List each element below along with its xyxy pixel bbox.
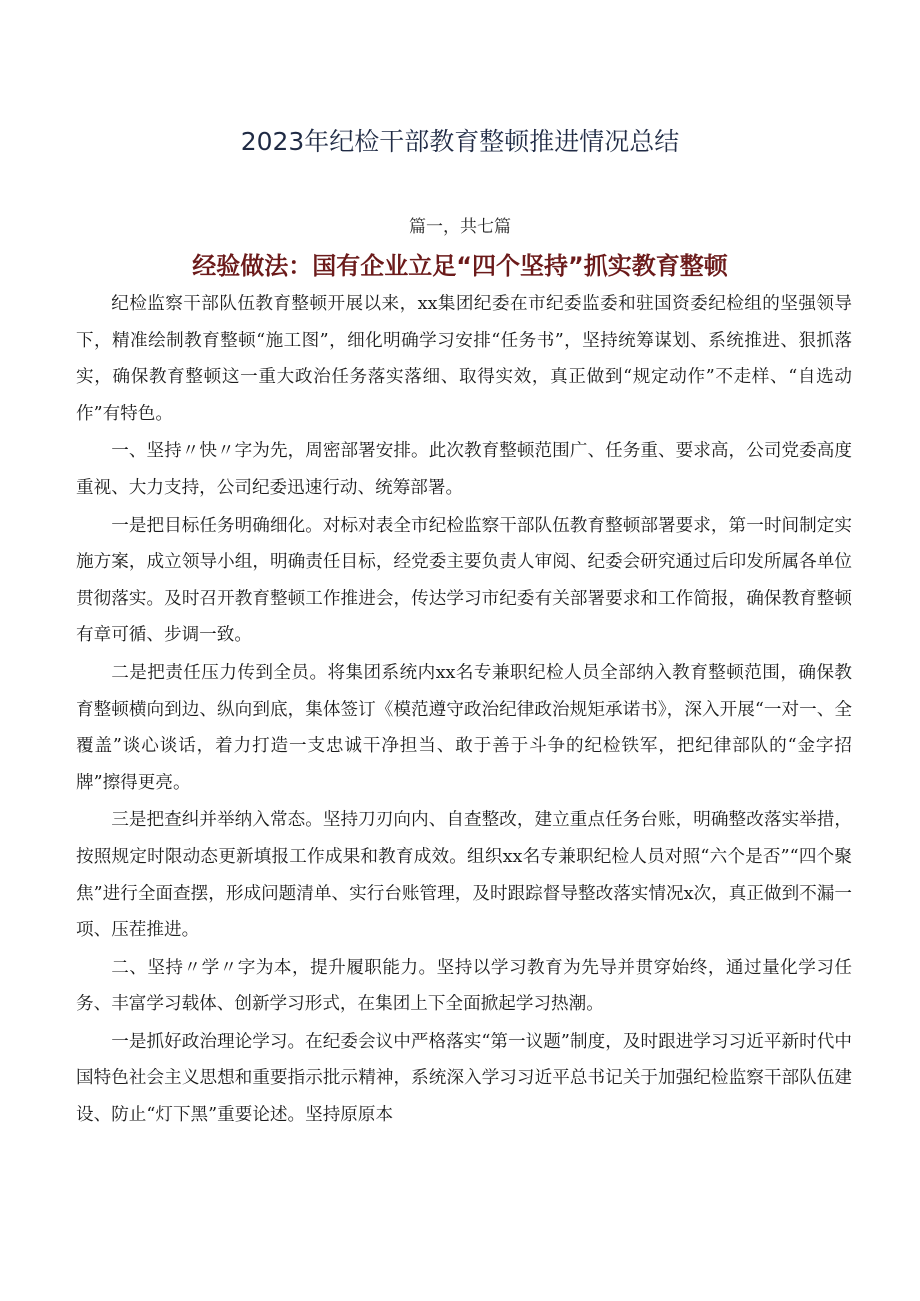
part-label: 篇一，共七篇 — [409, 217, 511, 237]
section-heading: 经验做法：国有企业立足“四个坚持”抓实教育整顿 — [192, 252, 728, 280]
paragraph-sub-1-2: 二是把责任压力传到全员。将集团系统内xx名专兼职纪检人员全部纳入教育整顿范围，确保教育整顿横向到边、纵向到底，集体签订《模范遵守政治纪律政治规矩承诺书》，深入开展“一对一、全覆盖”谈心谈话，着力打造一支忠诚干净担当、敢于善于斗争的纪检铁军，把纪律部队的“金字招牌”擦得更亮。 — [76, 662, 852, 793]
document-title: 2023年纪检干部教育整顿推进情况总结 — [240, 127, 680, 156]
paragraph-sub-2-1: 一是抓好政治理论学习。在纪委会议中严格落实“第一议题”制度，及时跟进学习习近平新时代中国特色社会主义思想和重要指示批示精神，系统深入学习习近平总书记关于加强纪检监察干部队伍建设、防止“灯下黑”重要论述。坚持原原本 — [76, 1031, 852, 1126]
paragraph-sub-1-1: 一是把目标任务明确细化。对标对表全市纪检监察干部队伍教育整顿部署要求，第一时间制定实施方案，成立领导小组，明确责任目标，经党委主要负责人审阅、纪委会研究通过后印发所属各单位贯彻落实。及时召开教育整顿工作推进会，传达学习市纪委有关部署要求和工作简报，确保教育整顿有章可循、步调一致。 — [76, 515, 852, 646]
paragraph-sub-1-3: 三是把查纠并举纳入常态。坚持刀刃向内、自查整改，建立重点任务台账，明确整改落实举措，按照规定时限动态更新填报工作成果和教育成效。组织xx名专兼职纪检人员对照“六个是否”“四个聚焦”进行全面查摆，形成问题清单、实行台账管理，及时跟踪督导整改落实情况x次，真正做到不漏一项、压茬推进。 — [76, 810, 852, 941]
paragraph-point-two: 二、坚持〃学〃字为本，提升履职能力。坚持以学习教育为先导并贯穿始终，通过量化学习任务、丰富学习载体、创新学习形式，在集团上下全面掀起学习热潮。 — [76, 957, 852, 1015]
body-text — [76, 286, 852, 1135]
paragraph-point-one: 一、坚持〃快〃字为先，周密部署安排。此次教育整顿范围广、任务重、要求高，公司党委高度重视、大力支持，公司纪委迅速行动、统筹部署。 — [76, 441, 852, 498]
paragraph-intro: 纪检监察干部队伍教育整顿开展以来，xx集团纪委在市纪委监委和驻国资委纪检组的坚强领导下，精准绘制教育整顿“施工图”，细化明确学习安排“任务书”，坚持统筹谋划、系统推进、狠抓落实，确保教育整顿这一重大政治任务落实落细、取得实效，真正做到“规定动作”不走样、“自选动作”有特色。 — [76, 294, 852, 424]
